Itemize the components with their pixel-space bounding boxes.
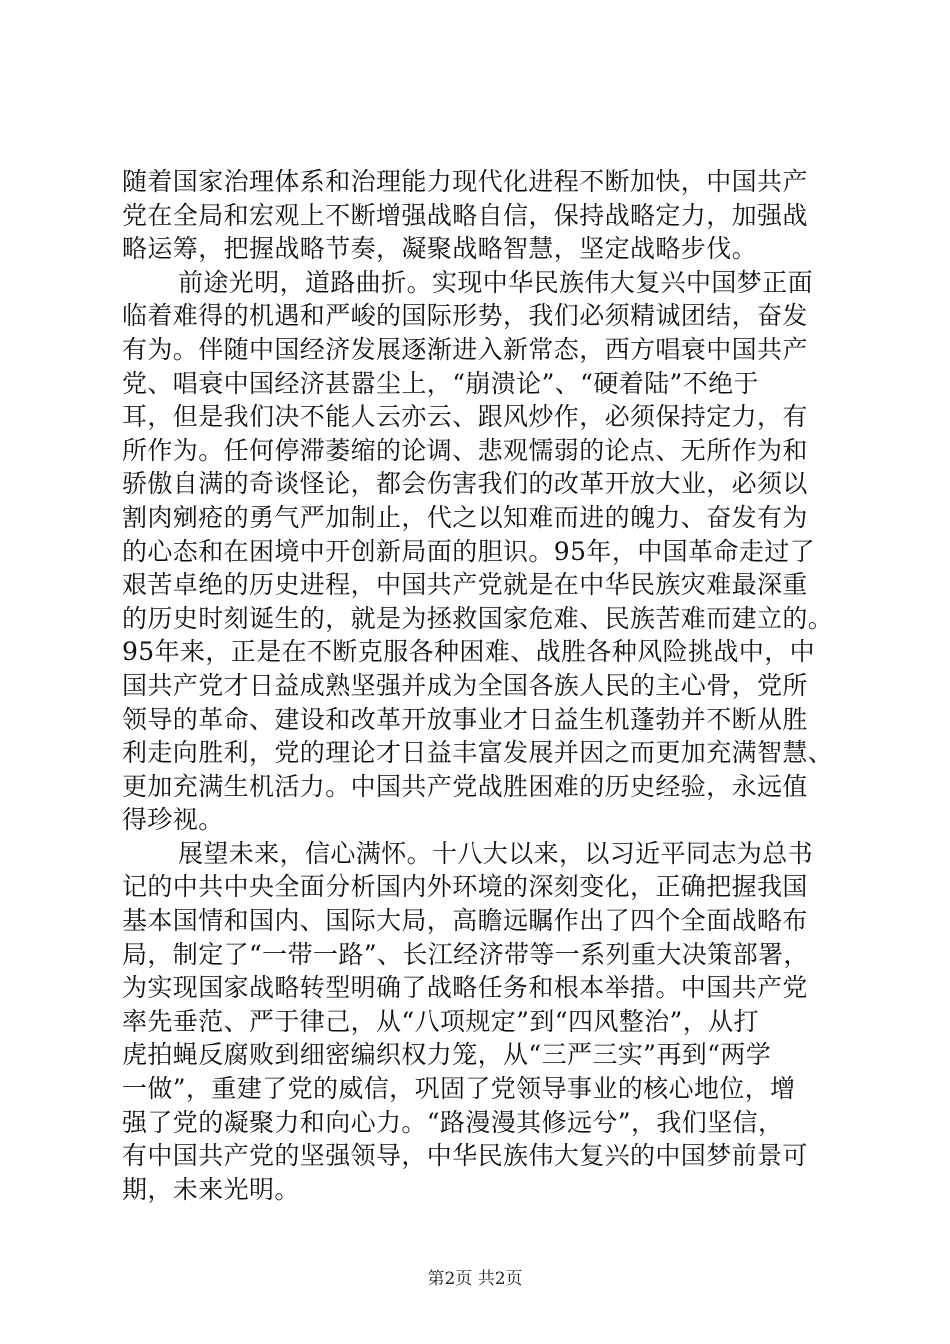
text-line: 局，制定了“一带一路”、长江经济带等一系列重大决策部署， bbox=[122, 939, 809, 969]
text-line: 记的中共中央全面分析国内外环境的深刻变化，正确把握我国 bbox=[122, 872, 808, 902]
text-line: 强了党的凝聚力和向心力。“路漫漫其修远兮”，我们坚信， bbox=[122, 1107, 784, 1137]
text-line: 95年来，正是在不断克服各种困难、战胜各种风险挑战中，中 bbox=[122, 637, 816, 667]
text-line: 一做”，重建了党的威信，巩固了党领导事业的核心地位，增 bbox=[122, 1074, 796, 1104]
text-line: 骄傲自满的奇谈怪论，都会伤害我们的改革开放大业，必须以 bbox=[122, 469, 808, 499]
text-line: 耳，但是我们决不能人云亦云、跟风炒作，必须保持定力，有 bbox=[122, 402, 808, 432]
text-line: 有中国共产党的坚强领导，中华民族伟大复兴的中国梦前景可 bbox=[122, 1141, 808, 1171]
text-line: 基本国情和国内、国际大局，高瞻远瞩作出了四个全面战略布 bbox=[122, 906, 808, 936]
text-line: 更加充满生机活力。中国共产党战胜困难的历史经验，永远值 bbox=[122, 771, 808, 801]
text-line: 国共产党才日益成熟坚强并成为全国各族人民的主心骨，党所 bbox=[122, 670, 808, 700]
text-line: 党、唱衰中国经济甚嚣尘上，“崩溃论”、“硬着陆”不绝于 bbox=[122, 368, 759, 398]
text-line: 领导的革命、建设和改革开放事业才日益生机蓬勃并不断从胜 bbox=[122, 704, 808, 734]
document-body bbox=[122, 165, 834, 1206]
text-line: 虎拍蝇反腐败到细密编织权力笼，从“三严三实”再到“两学 bbox=[122, 1040, 772, 1070]
text-line: 为实现国家战略转型明确了战略任务和根本举措。中国共产党 bbox=[122, 973, 808, 1003]
page-number-footer: 第2页 共2页 bbox=[427, 1269, 523, 1289]
text-line: 割肉剜疮的勇气严加制止，代之以知难而进的魄力、奋发有为 bbox=[122, 502, 808, 532]
text-line: 随着国家治理体系和治理能力现代化进程不断加快，中国共产 bbox=[122, 167, 808, 196]
text-line: 的历史时刻诞生的，就是为拯救国家危难、民族苦难而建立的。 bbox=[122, 603, 834, 633]
paragraph-start-line: 展望未来，信心满怀。十八大以来，以习近平同志为总书 bbox=[178, 838, 814, 868]
text-line: 的心态和在困境中开创新局面的胆识。95年，中国革命走过了 bbox=[122, 536, 816, 566]
text-line: 临着难得的机遇和严峻的国际形势，我们必须精诚团结，奋发 bbox=[122, 301, 808, 331]
paragraph-start-line: 前途光明，道路曲折。实现中华民族伟大复兴中国梦正面 bbox=[178, 267, 814, 297]
text-line: 所作为。任何停滞萎缩的论调、悲观懦弱的论点、无所作为和 bbox=[122, 435, 808, 465]
text-line: 利走向胜利，党的理论才日益丰富发展并因之而更加充满智慧、 bbox=[122, 738, 834, 768]
text-line: 艰苦卓绝的历史进程，中国共产党就是在中华民族灾难最深重 bbox=[122, 570, 808, 600]
text-line: 略运筹，把握战略节奏，凝聚战略智慧，坚定战略步伐。 bbox=[122, 234, 758, 264]
text-line: 期，未来光明。 bbox=[122, 1174, 300, 1204]
text-line: 率先垂范、严于律己，从“八项规定”到“四风整治”，从打 bbox=[122, 1006, 759, 1036]
text-line: 有为。伴随中国经济发展逐渐进入新常态，西方唱衰中国共产 bbox=[122, 334, 808, 364]
text-line: 得珍视。 bbox=[122, 805, 224, 835]
text-line: 党在全局和宏观上不断增强战略自信，保持战略定力，加强战 bbox=[122, 200, 808, 230]
